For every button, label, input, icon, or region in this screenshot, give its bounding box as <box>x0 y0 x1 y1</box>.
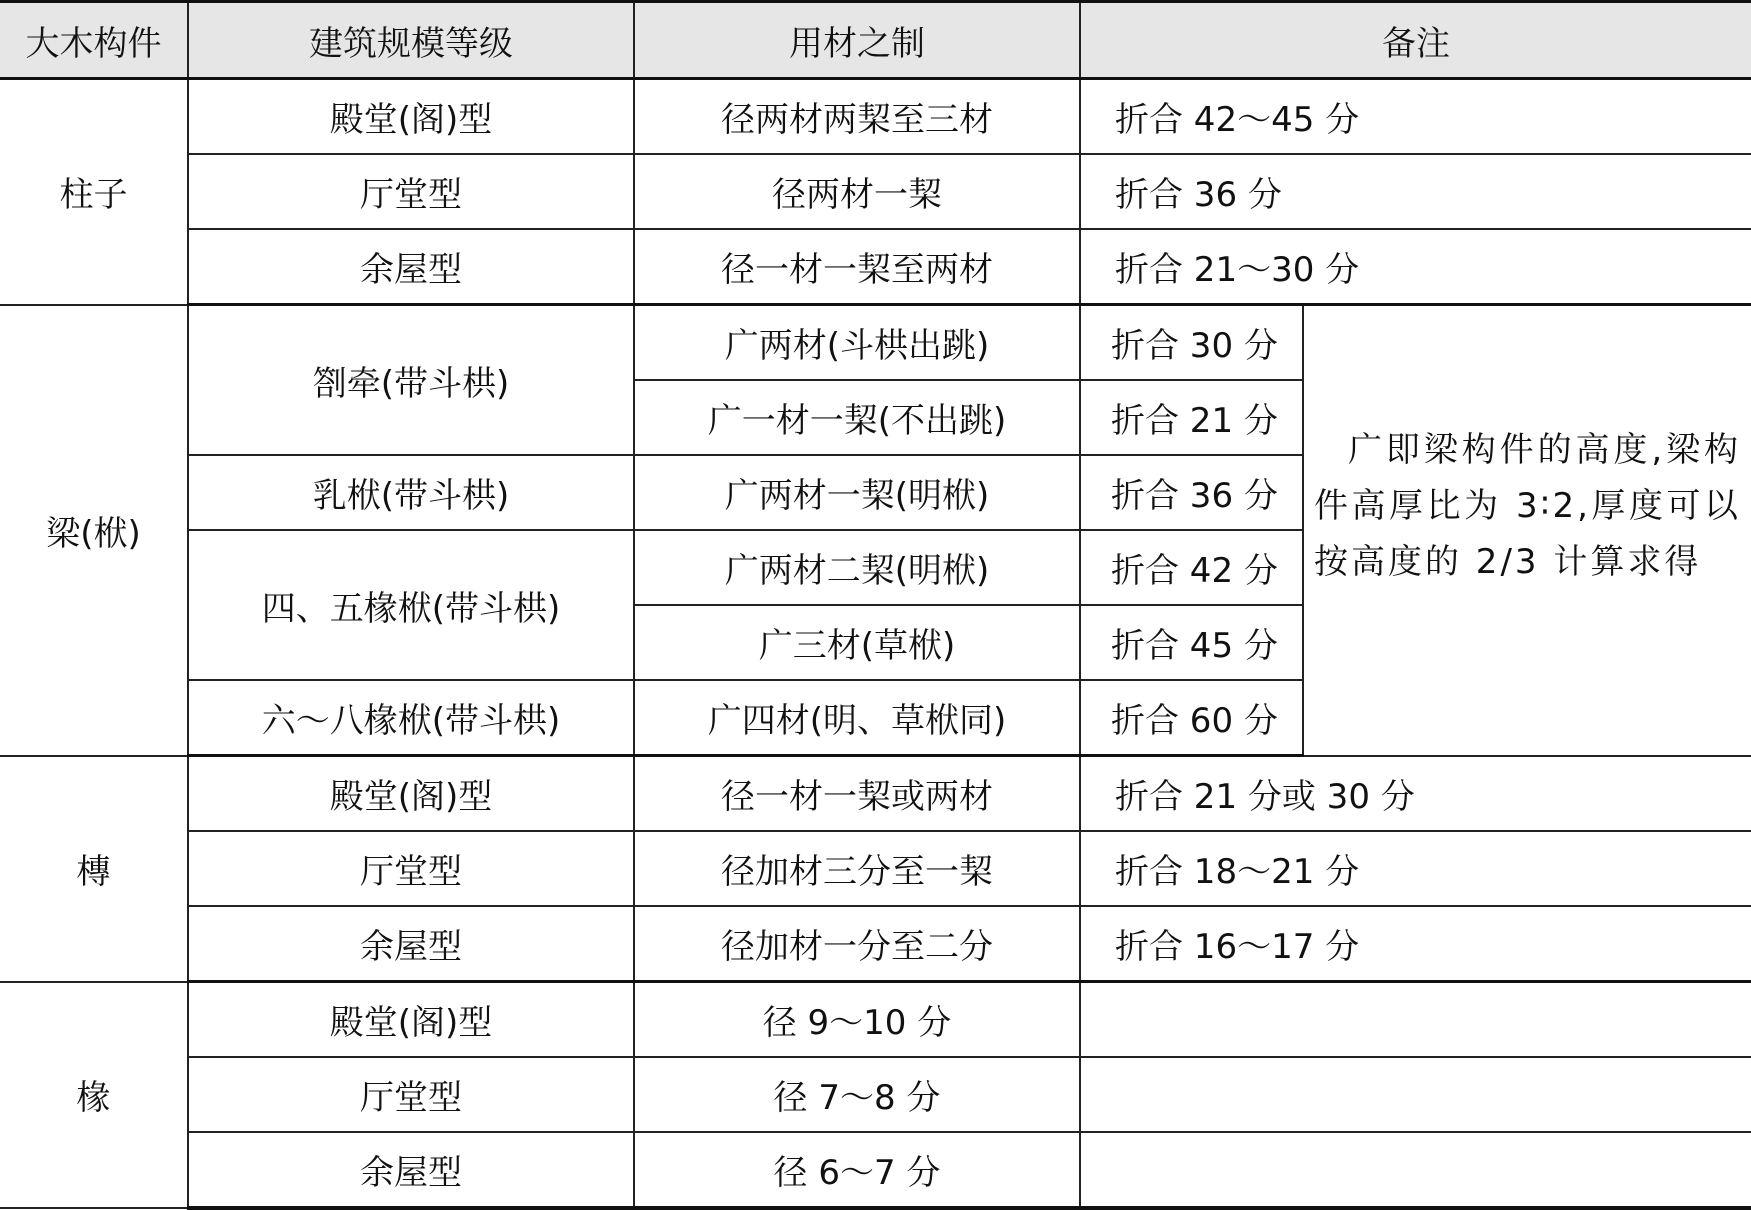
material-cell: 径一材一栔或两材 <box>634 756 1080 832</box>
note-cell <box>1080 1132 1751 1208</box>
header-material: 用材之制 <box>634 2 1080 79</box>
header-remark: 备注 <box>1080 2 1751 79</box>
grade-cell: 厅堂型 <box>188 831 634 906</box>
material-cell: 径两材一栔 <box>634 154 1080 229</box>
material-cell: 径加材三分至一栔 <box>634 831 1080 906</box>
table-row <box>0 305 1751 381</box>
material-cell: 径加材一分至二分 <box>634 906 1080 982</box>
material-cell: 广两材二栔(明栿) <box>634 530 1080 605</box>
note-cell: 折合 36 分 <box>1080 455 1303 530</box>
note-cell: 折合 60 分 <box>1080 680 1303 756</box>
note-cell: 折合 21～30 分 <box>1080 229 1751 305</box>
grade-cell: 厅堂型 <box>188 1057 634 1132</box>
material-cell: 径 7～8 分 <box>634 1057 1080 1132</box>
note-cell <box>1080 1057 1751 1132</box>
beam-remark: 广即梁构件的高度,梁构件高厚比为 3∶2,厚度可以按高度的 2/3 计算求得 <box>1303 305 1751 756</box>
material-cell: 广一材一栔(不出跳) <box>634 380 1080 455</box>
grade-cell: 余屋型 <box>188 229 634 305</box>
table-row <box>0 79 1751 155</box>
note-cell: 折合 45 分 <box>1080 605 1303 680</box>
table-row <box>0 906 1751 982</box>
component-pillar: 柱子 <box>0 79 188 305</box>
table-row <box>0 1057 1751 1132</box>
note-cell: 折合 21 分或 30 分 <box>1080 756 1751 832</box>
table-row <box>0 982 1751 1058</box>
note-cell: 折合 42～45 分 <box>1080 79 1751 155</box>
material-cell: 广三材(草栿) <box>634 605 1080 680</box>
table-row <box>0 756 1751 832</box>
note-cell: 折合 16～17 分 <box>1080 906 1751 982</box>
material-cell: 广四材(明、草栿同) <box>634 680 1080 756</box>
table-row <box>0 831 1751 906</box>
material-cell: 广两材(斗栱出跳) <box>634 305 1080 381</box>
material-cell: 径两材两栔至三材 <box>634 79 1080 155</box>
note-cell: 折合 21 分 <box>1080 380 1303 455</box>
note-cell: 折合 30 分 <box>1080 305 1303 381</box>
note-cell: 折合 36 分 <box>1080 154 1751 229</box>
table-row <box>0 1132 1751 1208</box>
note-cell: 折合 18～21 分 <box>1080 831 1751 906</box>
header-component: 大木构件 <box>0 2 188 79</box>
material-cell: 径一材一栔至两材 <box>634 229 1080 305</box>
component-beam: 梁(栿) <box>0 305 188 756</box>
grade-cell: 余屋型 <box>188 906 634 982</box>
header-grade: 建筑规模等级 <box>188 2 634 79</box>
grade-cell: 劄牵(带斗栱) <box>188 305 634 456</box>
note-cell <box>1080 982 1751 1058</box>
note-cell: 折合 42 分 <box>1080 530 1303 605</box>
component-rafter: 椽 <box>0 982 188 1209</box>
grade-cell: 四、五椽栿(带斗栱) <box>188 530 634 680</box>
grade-cell: 殿堂(阁)型 <box>188 982 634 1058</box>
grade-cell: 殿堂(阁)型 <box>188 756 634 832</box>
grade-cell: 乳栿(带斗栱) <box>188 455 634 530</box>
material-cell: 径 9～10 分 <box>634 982 1080 1058</box>
table-row <box>0 154 1751 229</box>
grade-cell: 殿堂(阁)型 <box>188 79 634 155</box>
material-cell: 广两材一栔(明栿) <box>634 455 1080 530</box>
header-row <box>0 2 1751 79</box>
grade-cell: 六～八椽栿(带斗栱) <box>188 680 634 756</box>
table-row <box>0 229 1751 305</box>
grade-cell: 余屋型 <box>188 1132 634 1208</box>
grade-cell: 厅堂型 <box>188 154 634 229</box>
material-cell: 径 6～7 分 <box>634 1132 1080 1208</box>
component-purlin: 槫 <box>0 756 188 982</box>
